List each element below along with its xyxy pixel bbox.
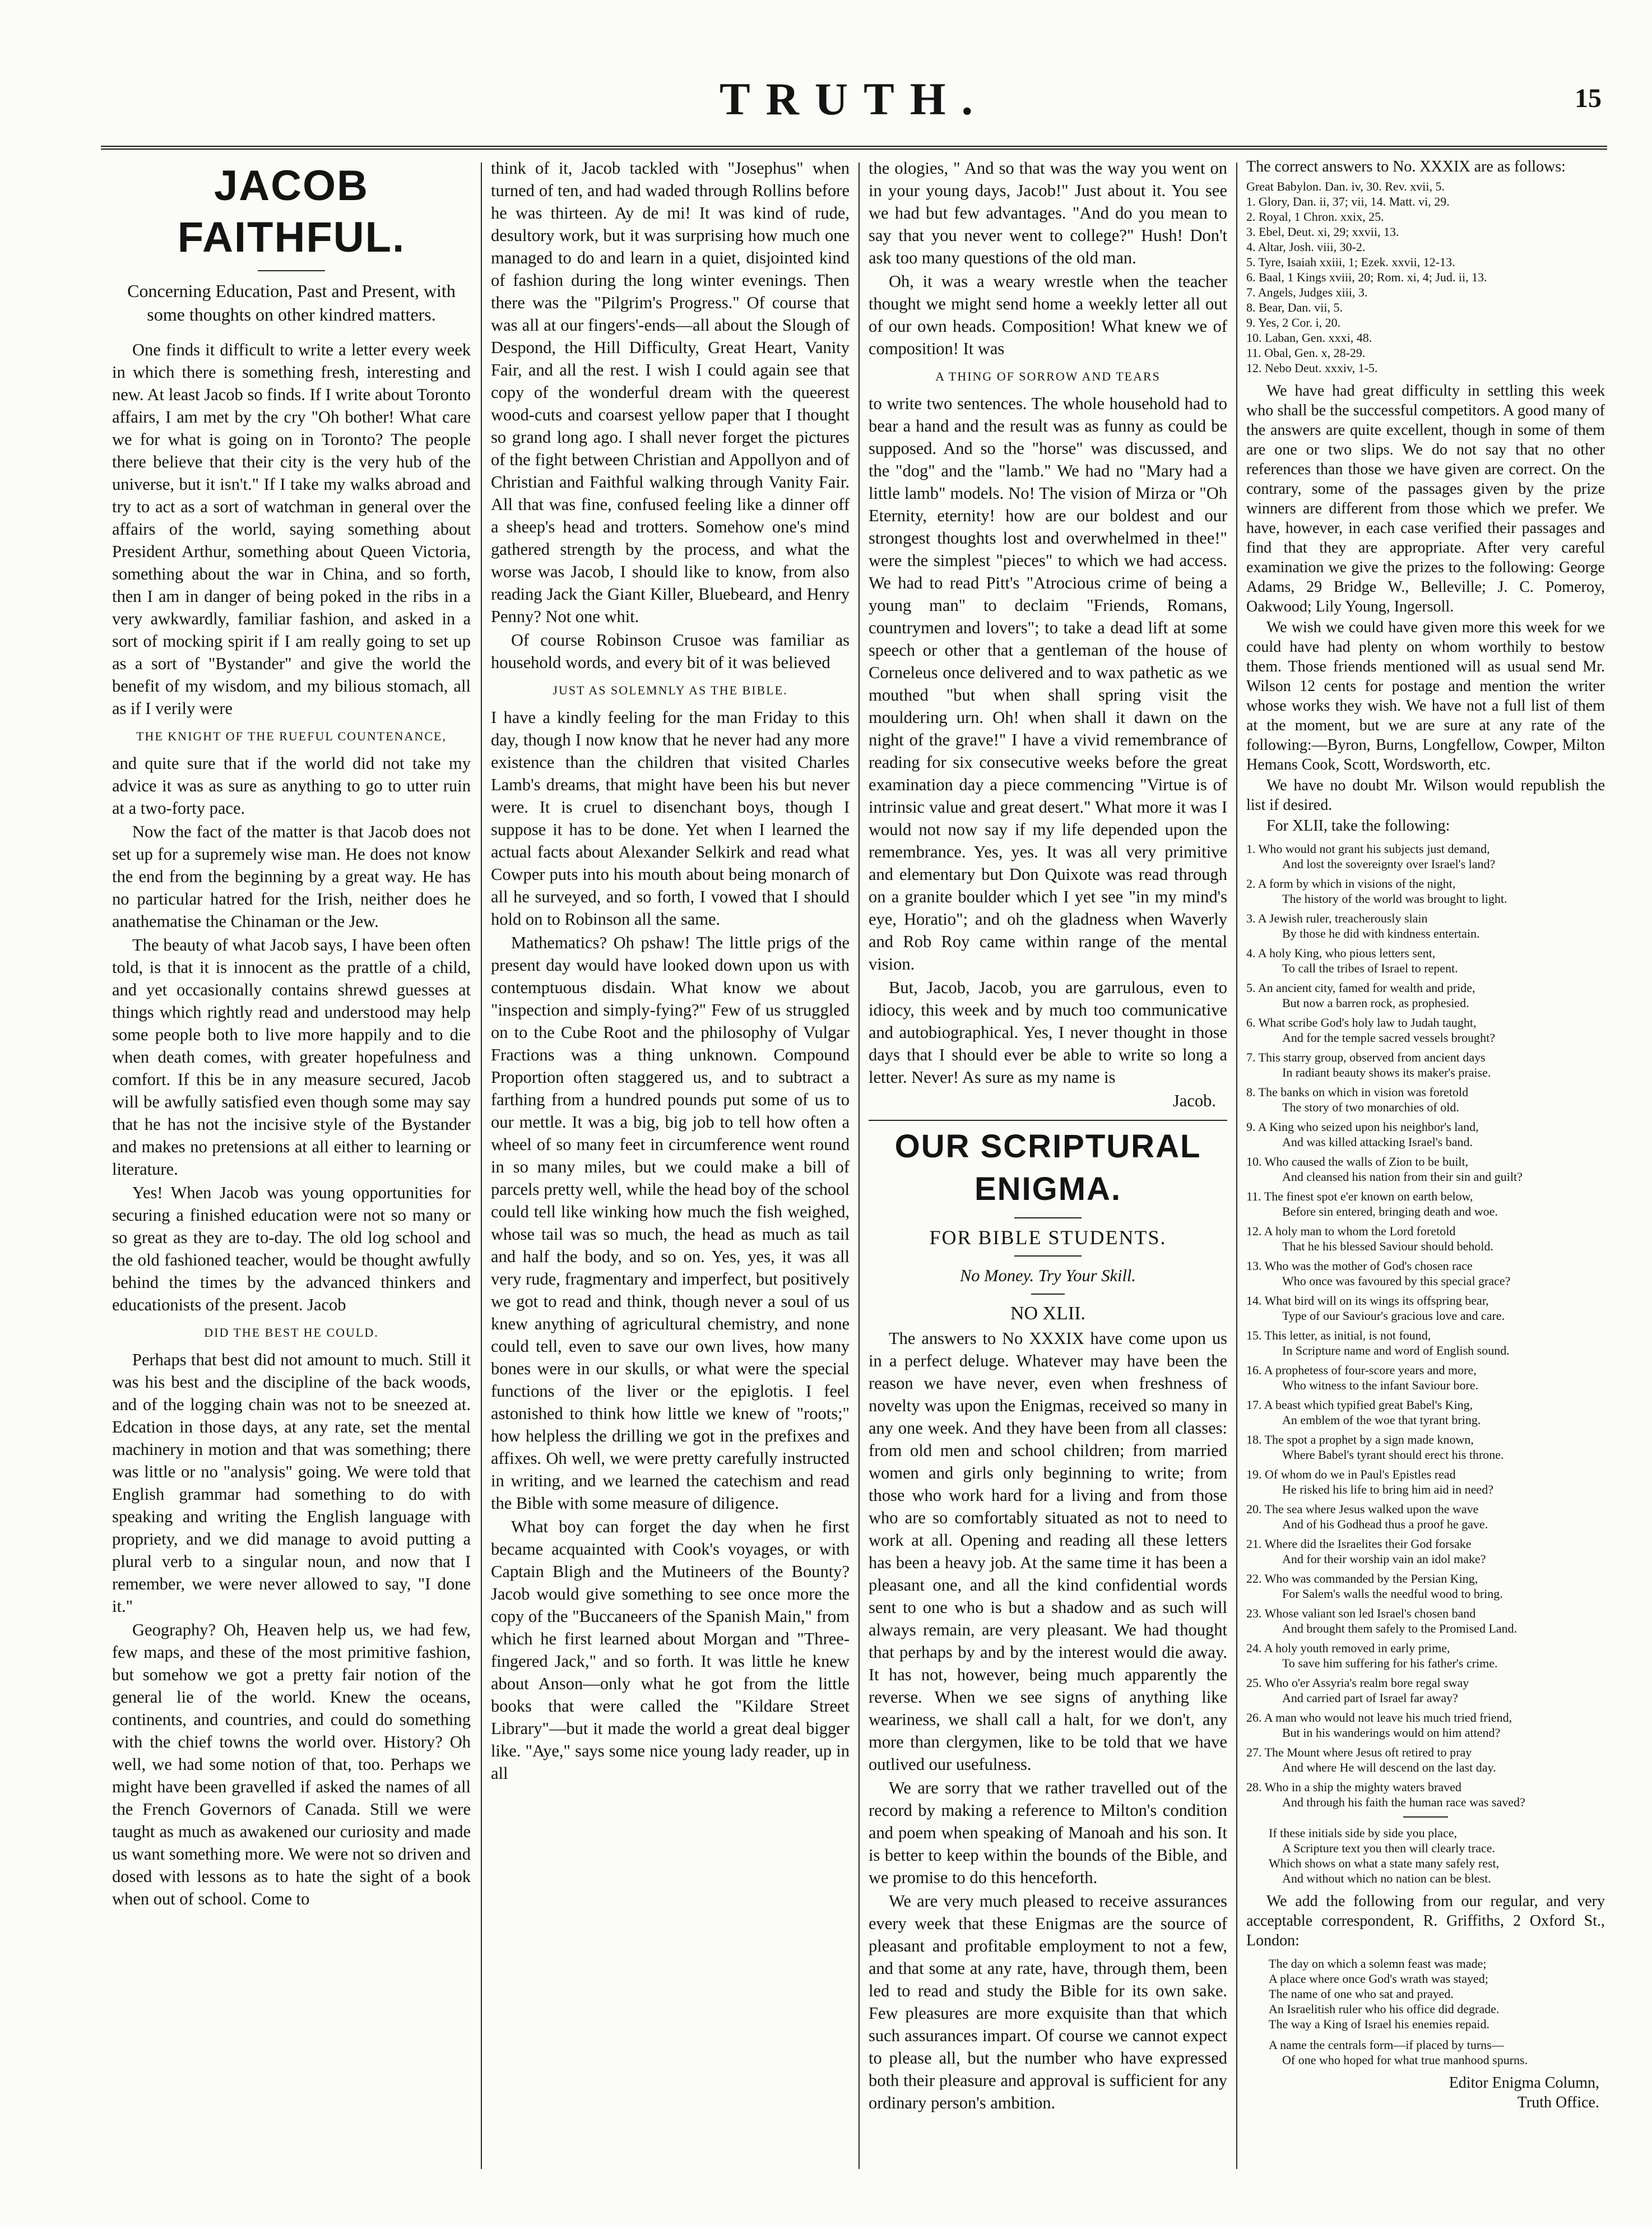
riddle-item (1246, 1258, 1605, 1288)
riddle-item (1246, 1675, 1605, 1705)
riddle-item (1246, 876, 1605, 906)
verse-line: A Scripture text you then will clearly trace. (1282, 1841, 1495, 1855)
section-caption: DID THE BEST HE COULD. (204, 1325, 379, 1339)
section-caption: THE KNIGHT OF THE RUEFUL COUNTENANCE, (136, 729, 447, 743)
column-rule (1236, 163, 1237, 2169)
riddle-line: 8. The banks on which in vision was foretold (1246, 1085, 1469, 1099)
paragraph: We wish we could have given more this week for we could have had plenty on whom worthily to bestow them. Those friends mentioned will as usual send Mr. Wilson 12 cents for postage and mention the writer whose works they wish. We have not a full list of them at the moment, but we are sure at any rate of the following:—Byron, Burns, Longfellow, Cowper, Milton Hemans Cook, Scott, Wordsworth, etc. (1246, 619, 1605, 773)
riddle-line: 16. A prophetess of four-score years and more, (1246, 1363, 1477, 1377)
divider (258, 270, 325, 271)
paragraph: The beauty of what Jacob says, I have been often told, is that it is innocent as the prattle of a child, and yet occasionally contains shrewd guesses at things which rightly read and understood may help some people both to live more happily and to die when death comes, with greater hopefulness and comfort. If this be in any measure secured, Jacob will be awfully satisfied even though some may say that he has not the incisive style of the Bystander and makes no pretensions at all either to learning or literature. (112, 935, 471, 1179)
verse-line: An Israelitish ruler who his office did degrade. (1269, 2002, 1500, 2016)
verse-line: The way a King of Israel his enemies repaid. (1269, 2017, 1490, 2031)
riddle-line: And was killed attacking Israel's band. (1282, 1135, 1473, 1149)
verse-line: A name the centrals form—if placed by turns— (1269, 2038, 1504, 2052)
masthead (101, 62, 1607, 150)
riddle-line: In Scripture name and word of English sound. (1282, 1343, 1510, 1357)
column-rule (859, 163, 860, 2169)
answer-item: 12. Nebo Deut. xxxiv, 1-5. (1246, 361, 1378, 375)
section-divider (869, 1120, 1227, 1121)
paragraph: We have no doubt Mr. Wilson would republish the list if desired. (1246, 777, 1605, 814)
paragraph: the ologies, " And so that was the way you went on in your young days, Jacob!" Just about it. You see we had but few advantages. "And do you mean to say that you never went to college?" Hush! Don't ask too many questions of the old man. (869, 159, 1227, 267)
riddle-line: And through his faith the human race was saved? (1282, 1795, 1525, 1809)
riddle-line: Where Babel's tyrant should erect his throne. (1282, 1448, 1504, 1462)
answer-item: 4. Altar, Josh. viii, 30-2. (1246, 240, 1366, 254)
riddle-item (1246, 1432, 1605, 1462)
answer-item: 6. Baal, 1 Kings xviii, 20; Rom. xi, 4; Jud. ii, 13. (1246, 270, 1487, 284)
verse-line: If these initials side by side you place, (1269, 1826, 1458, 1840)
answers-list (1246, 179, 1605, 376)
paragraph: and quite sure that if the world did not take my advice it was as sure as anything to go to utter ruin at a two-forty pace. (112, 754, 471, 818)
column-3 (869, 157, 1227, 2180)
riddle-line: To save him suffering for his father's crime. (1282, 1656, 1498, 1670)
answer-item: 11. Obal, Gen. x, 28-29. (1246, 346, 1366, 360)
paragraph: Of course Robinson Crusoe was familiar as household words, and every bit of it was believed (491, 631, 850, 672)
verse-line: Of one who hoped for what true manhood spurns. (1282, 2053, 1528, 2067)
divider (1403, 1816, 1448, 1818)
answer-item: 10. Laban, Gen. xxxi, 48. (1246, 331, 1372, 345)
riddle-item (1246, 911, 1605, 941)
riddle-item (1246, 1779, 1605, 1810)
riddle-line: 4. A holy King, who pious letters sent, (1246, 946, 1436, 960)
riddle-line: 23. Whose valiant son led Israel's chosen band (1246, 1606, 1476, 1620)
enigma-number: NO XLII. (1010, 1303, 1086, 1324)
newspaper-title: TRUTH. (719, 73, 989, 124)
riddle-item (1246, 1536, 1605, 1566)
riddle-item (1246, 1328, 1605, 1358)
paragraph: Now the fact of the matter is that Jacob does not set up for a supremely wise man. He does not know the end from the beginning by a great way. He has no particular hatred for the Irish, neither does he anathematise the Chinaman or the Jew. (112, 822, 471, 931)
answer-item: 7. Angels, Judges xiii, 3. (1246, 285, 1368, 299)
riddle-item (1246, 1362, 1605, 1393)
riddle-line: 15. This letter, as initial, is not found, (1246, 1328, 1431, 1342)
riddle-line: 10. Who caused the walls of Zion to be built, (1246, 1155, 1469, 1169)
riddle-line: 27. The Mount where Jesus oft retired to pray (1246, 1745, 1472, 1759)
riddle-item (1246, 1050, 1605, 1080)
verse-griffiths (1269, 1956, 1605, 2032)
enigma-subheading: FOR BIBLE STUDENTS. (929, 1226, 1167, 1249)
riddle-line: 3. A Jewish ruler, treacherously slain (1246, 911, 1428, 925)
paragraph: The answers to No XXXIX have come upon us in a perfect deluge. Whatever may have been the reason we have never, even when freshness of novelty was upon the Enigmas, received so many in any one week. And they have been from all classes: from old men and school children; from married women and girls only beginning to write; from those who work hard for a living and from those who are so comfortably situated as not to need to work at all. Opening and reading all these letters has been a heavy job. At the same time it has been a pleasant one, and all the kind confidential words sent to one who is but a shadow and as such will always remain, are very pleasant. We had thought that perhaps by and by the interest would die away. It has not, however, being much apparently the reverse. When we see signs of anything like weariness, we shall call a halt, for we don't, any more than clergymen, like to be told that we have outlived our usefulness. (869, 1329, 1227, 1774)
riddle-item (1246, 980, 1605, 1010)
article-heading-jacob-faithful: JACOB FAITHFUL. (177, 162, 406, 261)
riddle-line: 9. A King who seized upon his neighbor's land, (1246, 1120, 1479, 1134)
riddle-line: 26. A man who would not leave his much tried friend, (1246, 1711, 1512, 1725)
column-rule (481, 163, 482, 2169)
riddle-line: 11. The finest spot e'er known on earth below, (1246, 1189, 1473, 1203)
riddle-line: An emblem of the woe that tyrant bring. (1282, 1413, 1481, 1427)
paragraph: Oh, it was a weary wrestle when the teacher thought we might send home a weekly letter all out of our own heads. Composition! What knew we of composition! It was (869, 272, 1227, 358)
paragraph: What boy can forget the day when he first became acquainted with Cook's voyages, or with Captain Bligh and the Mutineers of the Bounty? Jacob would give something to see once more the copy of the "Buccaneers of the Spanish Main," from which he first learned about Morgan and "Three-fingered Jack," and so forth. It was little he knew about Anson—only what he got from the little books that were called the "Kildare Street Library"—but it made the world a great deal bigger like. "Aye," says some nice young lady reader, up in all (491, 1517, 850, 1783)
riddle-line: And cleansed his nation from their sin and guilt? (1282, 1170, 1523, 1184)
riddles-list (1246, 841, 1605, 1810)
editor-signature: Editor Enigma Column, (1449, 2074, 1599, 2092)
riddle-item (1246, 1223, 1605, 1254)
riddle-line: And where He will descend on the last day. (1282, 1760, 1496, 1774)
riddle-item (1246, 945, 1605, 976)
riddle-item (1246, 1189, 1605, 1219)
column-1 (112, 157, 471, 2180)
answer-item: 5. Tyre, Isaiah xxiii, 1; Ezek. xxvii, 12-13. (1246, 255, 1455, 269)
riddle-line: And carried part of Israel far away? (1282, 1691, 1458, 1705)
paragraph: Yes! When Jacob was young opportunities for securing a finished education were not so many or so great as they are to-day. The old log school and the old fashioned teacher, would be thought awfully behind the times by the advanced thinkers and educationists of the present. Jacob (112, 1183, 471, 1314)
riddle-item (1246, 1084, 1605, 1115)
verse-line: A place where once God's wrath was stayed; (1269, 1972, 1488, 1986)
riddle-line: 2. A form by which in visions of the night, (1246, 877, 1456, 891)
riddle-line: And brought them safely to the Promised Land. (1282, 1621, 1518, 1635)
riddle-line: 1. Who would not grant his subjects just demand, (1246, 842, 1490, 856)
riddle-item (1246, 1293, 1605, 1323)
paragraph: We have had great difficulty in settling this week who shall be the successful competitors. A good many of the answers are quite excellent, though in some of them are one or two slips. We do not say that no other references than those we have given are correct. On the contrary, some of the passages given by the prize winners are different from those which we prefer. We have, however, in each case verified their passages and find that they are appropriate. After very careful examination we give the prizes to the following: George Adams, 29 Bridge W., Belleville; J. C. Pomeroy, Oakwood; Lily Young, Ingersoll. (1246, 382, 1605, 615)
riddle-line: 17. A beast which typified great Babel's King, (1246, 1398, 1473, 1412)
answer-item: Great Babylon. Dan. iv, 30. Rev. xvii, 5. (1246, 179, 1445, 193)
paragraph: Perhaps that best did not amount to much. Still it was his best and the discipline of the back woods, and of the logging chain was not to be sneezed at. Edcation in those days, at any rate, set the mental machinery in motion and that was something; there was little or no "analysis" going. We were told that English grammar had something to do with speaking and writing the English language with propriety, and we did manage to avoid putting a plural verb to a singular noun, and now that I remember, we were never allowed to say, "I done it." (112, 1350, 471, 1616)
riddle-line: The story of two monarchies of old. (1282, 1100, 1459, 1114)
riddle-line: 21. Where did the Israelites their God forsake (1246, 1537, 1472, 1551)
paragraph: For XLII, take the following: (1266, 817, 1450, 835)
riddle-line: 14. What bird will on its wings its offspring bear, (1246, 1294, 1489, 1308)
riddle-line: Who witness to the infant Saviour bore. (1282, 1378, 1479, 1392)
paragraph: Geography? Oh, Heaven help us, we had few, few maps, and these of the most primitive fashion, but somehow we got a pretty fair notion of the general lie of the world. Knew the oceans, continents, and countries, and could do something with the chief towns the world over. History? Oh well, we had some notion of that, too. Perhaps we might have been gravelled if asked the names of all the French Governors of Canada. Still we were taught as much as awakened our curiosity and made us want something more. We were not so driven and dosed with lessons as to hate the sight of a book when out of school. Come to (112, 1620, 471, 1908)
riddle-line: 19. Of whom do we in Paul's Epistles read (1246, 1467, 1456, 1481)
riddle-line: But now a barren rock, as prophesied. (1282, 996, 1469, 1010)
riddle-item (1246, 1606, 1605, 1636)
answer-item: 3. Ebel, Deut. xi, 29; xxvii, 13. (1246, 225, 1399, 239)
riddle-line: 18. The spot a prophet by a sign made known, (1246, 1433, 1474, 1447)
verse-line: The day on which a solemn feast was made; (1269, 1957, 1487, 1971)
riddle-line: 12. A holy man to whom the Lord foretold (1246, 1224, 1456, 1238)
verse-line: And without which no nation can be blest. (1282, 1871, 1491, 1885)
paragraph: We are very much pleased to receive assurances every week that these Enigmas are the source of pleasant and profitable employment to not a few, and that some at any rate, have, through them, been led to read and study the Bible for its own sake. Few pleasures are more exquisite than that which such assurances impart. Of course we cannot expect to please all, but the number who have expressed both their pleasure and approval is sufficient for any ordinary person's ambition. (869, 1892, 1227, 2112)
riddle-line: For Salem's walls the needful wood to bring. (1282, 1587, 1503, 1601)
signature-jacob: Jacob. (1172, 1091, 1216, 1110)
answer-item: 2. Royal, 1 Chron. xxix, 25. (1246, 210, 1384, 224)
riddle-item (1246, 1467, 1605, 1497)
paragraph: I have a kindly feeling for the man Friday to this day, though I now know that he never had any more existence than the children that visited Charles Lamb's dreams, that might have been his but never were. It is cruel to disenchant boys, though I suppose it has to be done. Yet when I learned the actual facts about Alexander Selkirk and read what Cowper puts into his mouth about being monarch of all he surveyed, and so forth, I vowed that I should hold on to Robinson all the same. (491, 708, 850, 929)
riddle-line: Type of our Saviour's gracious love and care. (1282, 1309, 1505, 1323)
riddle-item (1246, 1745, 1605, 1775)
riddle-line: Who once was favoured by this special grace? (1282, 1274, 1511, 1288)
divider (1031, 1294, 1065, 1295)
riddle-line: To call the tribes of Israel to repent. (1282, 961, 1458, 975)
paragraph: We add the following from our regular, and very acceptable correspondent, R. Griffiths, 2 Oxford St., London: (1246, 1893, 1605, 1949)
riddle-item (1246, 1015, 1605, 1045)
riddle-line: 7. This starry group, observed from ancient days (1246, 1050, 1486, 1064)
riddle-line: 24. A holy youth removed in early prime, (1246, 1641, 1450, 1655)
riddle-item (1246, 1571, 1605, 1601)
article-subheading: Concerning Education, Past and Present, with some thoughts on other kindred matters. (127, 281, 456, 325)
riddle-line: And for their worship vain an idol make? (1282, 1552, 1486, 1566)
answer-item: 9. Yes, 2 Cor. i, 20. (1246, 316, 1341, 330)
riddle-line: 13. Who was the mother of God's chosen race (1246, 1259, 1473, 1273)
paragraph: But, Jacob, Jacob, you are garrulous, even to idiocy, this week and by much too communicative and autobiographical. Yes, I never thought in those days that I should ever be able to write so long a letter. Never! As sure as my name is (869, 978, 1227, 1087)
riddle-line: Before sin entered, bringing death and woe. (1282, 1204, 1498, 1218)
riddle-line: 20. The sea where Jesus walked upon the wave (1246, 1502, 1479, 1516)
riddle-line: In radiant beauty shows its maker's praise. (1282, 1065, 1491, 1079)
riddle-item (1246, 1710, 1605, 1740)
answer-item: 8. Bear, Dan. vii, 5. (1246, 300, 1343, 314)
riddle-line: That he his blessed Saviour should behold. (1282, 1239, 1494, 1253)
verse-line: Which shows on what a state many safely rest, (1269, 1856, 1500, 1870)
riddle-item (1246, 1154, 1605, 1184)
riddle-line: And for the temple sacred vessels brought? (1282, 1031, 1495, 1045)
verse-line: The name of one who sat and prayed. (1269, 1987, 1454, 2001)
riddle-line: But in his wanderings would on him attend? (1282, 1726, 1501, 1740)
paragraph: Mathematics? Oh pshaw! The little prigs of the present day would have looked down upon us with contemptuous disdain. What know we about "inspection and simply-fying?" Few of us struggled on to the Cube Root and the philosophy of Vulgar Fractions was a thing unknown. Compound Proportion often staggered us, and to subtract a farthing from a hundred pounds put some of us to our mettle. It was a big, big job to tell how often a wheel of so many feet in circumference went round in so many miles, but we could make a bill of parcels pretty well, while the head boy of the school could tell like winking how much the fish weighed, whose tail was so much, the head as much as tail and half the body, and so on. Yes, yes, it was all very rude, fragmentary and imperfect, but positively we got to read and think, though never a soul of us knew anything of agricultural chemistry, and none could tell, even to save our own lives, how many bones were in our skulls, or what were the special functions of the liver or the epiglotis. I feel astonished to think how little we knew of "roots;" how helpless the drilling we got in the prefixes and affixes. Oh well, we were pretty carefully instructed in writing, and we learned the catechism and read the Bible with some measure of diligence. (491, 933, 850, 1513)
column-2 (491, 157, 850, 2180)
riddle-item (1246, 1397, 1605, 1427)
verse-initials (1269, 1825, 1605, 1886)
verse-centrals (1269, 2037, 1605, 2068)
page-number: 15 (1575, 84, 1602, 113)
riddle-line: 5. An ancient city, famed for wealth and pride, (1246, 981, 1475, 995)
paragraph: We are sorry that we rather travelled out of the record by making a reference to Milton's condition and poem when speaking of Manoah and his son. It is better to keep within the bounds of the Bible, and we promise to do this henceforth. (869, 1778, 1227, 1887)
office-signature: Truth Office. (1517, 2094, 1599, 2111)
riddle-line: The history of the world was brought to light. (1282, 892, 1507, 906)
answer-item: 1. Glory, Dan. ii, 37; vii, 14. Matt. vi, 29. (1246, 194, 1450, 208)
paragraph: One finds it difficult to write a letter every week in which there is something fresh, interesting and new. At least Jacob so finds. If I write about Toronto affairs, I am met by the cry "Oh bother! What care we for what is going on in Toronto? The people there believe that their city is the very hub of the universe, but it isn't." If I take my walks abroad and try to act as a sort of watchman in general over the affairs of the world, saying something about President Arthur, something about Queen Victoria, something about the war in China, and so forth, then I am in danger of being poked in the ribs in a very awkwardly, familiar fashion, and asked in a sort of mocking spirit if I am really going to set up as a sort of "Bystander" and give the world the benefit of my wisdom, and my bilious stomach, all as if I verily were (112, 340, 471, 718)
column-4 (1246, 157, 1605, 2180)
divider (1014, 1217, 1082, 1218)
riddle-item (1246, 1640, 1605, 1671)
riddle-line: He risked his life to bring him aid in need? (1282, 1482, 1493, 1496)
riddle-line: By those he did with kindness entertain. (1282, 926, 1480, 940)
paragraph: to write two sentences. The whole household had to bear a hand and the result was as funny as could be supposed. And so the "horse" was discussed, and the "dog" and the "lamb." We had no "Mary had a little lamb" models. No! The vision of Mirza or "Oh Eternity, eternity! how are our boldest and our strongest thoughts lost and overwhelmed in thee!" were the simplest "pieces" to which we had access. We had to read Pitt's "Atrocious crime of being a young man" to declaim "Friends, Romans, countrymen and lovers"; to take a dead lift at some speech or other that a gentleman of the house of Corneleus once delivered and to wax pathetic as we mouthed "but when shall spring visit the mouldering urn. Oh! when shall it dawn on the night of the grave!" I have a vivid remembrance of reading for six consecutive weeks before the great examination day a piece commencing "Virtue is of intrinsic value and great desert." What more it was I would not now say if my life depended upon the remembrance. Yes, yes. It was all very primitive and elementary but Don Quixote was read through on a granite boulder which I yet see "in my mind's eye, Horatio"; and oh the gladness when Waverly and Rob Roy came within range of the mental vision. (869, 394, 1227, 974)
riddle-line: And of his Godhead thus a proof he gave. (1282, 1517, 1488, 1531)
riddle-line: And lost the sovereignty over Israel's land? (1282, 857, 1496, 871)
riddle-line: 28. Who in a ship the mighty waters braved (1246, 1780, 1461, 1794)
paragraph: think of it, Jacob tackled with "Josephus" when turned of ten, and had waded through Rollins before he was thirteen. Ay de mi! It was kind of rude, desultory work, but it was surprising how much one managed to do and learn in a quiet, disjointed kind of fashion during the long winter evenings. Then there was the "Pilgrim's Progress." Of course that was all at our fingers'-ends—all about the Slough of Despond, the Hill Difficulty, Great Heart, Vanity Fair, and all the rest. I wish I could again see that copy of the wonderful dream with the queerest wood-cuts and coarsest yellow paper that I thought so grand long ago. I shall never forget the pictures of the fight between Christian and Appollyon and of Christian and Faithful walking through Vanity Fair. All that was fine, confused feeling like a dinner off a sheep's head and trotters. Somehow one's mind gathered strength by the process, and what the worse was Jacob, I should like to know, from also reading Jack the Giant Killer, Bluebeard, and Henry Penny? Not one whit. (491, 159, 850, 626)
riddle-line: 22. Who was commanded by the Persian King, (1246, 1572, 1478, 1586)
riddle-item (1246, 1119, 1605, 1149)
paragraph: The correct answers to No. XXXIX are as follows: (1246, 158, 1566, 175)
divider (1014, 1255, 1082, 1257)
riddle-line: 6. What scribe God's holy law to Judah taught, (1246, 1016, 1477, 1030)
section-caption: A THING OF SORROW AND TEARS (935, 369, 1161, 383)
riddle-item (1246, 841, 1605, 872)
riddle-line: 25. Who o'er Assyria's realm bore regal sway (1246, 1676, 1469, 1690)
section-caption: JUST AS SOLEMNLY AS THE BIBLE. (553, 683, 788, 697)
riddle-item (1246, 1501, 1605, 1532)
enigma-tagline: No Money. Try Your Skill. (959, 1266, 1136, 1285)
enigma-heading: OUR SCRIPTURAL ENIGMA. (894, 1128, 1201, 1207)
